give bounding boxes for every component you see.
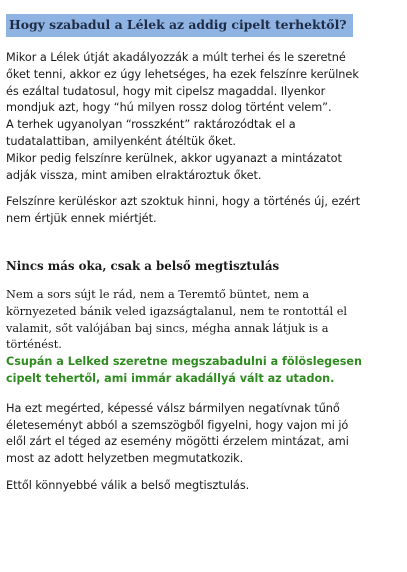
text-line: valamit, sőt valójában baj sincs, mégha annak látjuk is a [6, 321, 329, 335]
document-title: Hogy szabadul a Lélek az addig cipelt terhektől? [6, 14, 353, 37]
text-line: elől zárt el téged az esemény mögötti érzelem mintázat, ami [6, 435, 349, 449]
text-line: most az adott helyzetben megmutatkozik. [6, 452, 244, 466]
text-line: Mikor pedig felszínre kerülnek, akkor ugyanazt a mintázatot [6, 151, 342, 165]
text-line: nem értjük ennek miértjét. [6, 212, 157, 226]
text-line: A terhek ugyanolyan “rosszként” raktározódtak el a [6, 118, 296, 132]
text-line: Felszínre kerüléskor azt szoktuk hinni, hogy a történés új, ezért [6, 195, 361, 209]
paragraph-surfacing [6, 194, 402, 228]
text-line: Mikor a Lélek útját akadályozzák a múlt terhei és le szeretné [6, 51, 346, 64]
paragraph-understanding [6, 401, 402, 468]
text-line: környezeted bánik veled igazságtalanul, nem te rontottál el [6, 304, 348, 318]
text-line: tudatalattiban, amilyenként átéltük őket. [6, 134, 236, 148]
text-line: és ezáltal tudatosul, hogy mit cipelsz magaddal. Ilyenkor [6, 84, 326, 98]
text-line: őket tenni, akkor ez úgy lehetséges, ha ezek felszínre kerülnek [6, 67, 359, 81]
section-heading: Nincs más oka, csak a belső megtisztulás [6, 258, 280, 273]
text-line: életeseményt abból a szemszögből figyelni, hogy vajon mi jó [6, 418, 349, 432]
text-line: Ettől könnyebbé válik a belső megtisztulás. [6, 478, 250, 492]
paragraph-burdens [6, 50, 402, 184]
paragraph-no-fate [6, 287, 402, 354]
paragraph-conclusion [6, 478, 402, 495]
highlighted-statement [6, 354, 402, 388]
document-page [6, 14, 402, 495]
text-line: Nem a sors sújt le rád, nem a Teremtő büntet, nem a [6, 287, 310, 301]
text-line: adják vissza, mint amiben elraktároztuk őket. [6, 168, 262, 182]
text-line: történést. [6, 338, 62, 352]
text-line: Csupán a Lelked szeretne megszabadulni a fölöslegesen [6, 355, 362, 369]
text-line: Ha ezt megérted, képessé válsz bármilyen negatívnak tűnő [6, 401, 340, 415]
text-line: cipelt tehertől, ami immár akadállyá vált az utadon. [6, 371, 335, 385]
text-line: mondjuk azt, hogy “hú milyen rossz dolog történt velem”. [6, 101, 332, 115]
